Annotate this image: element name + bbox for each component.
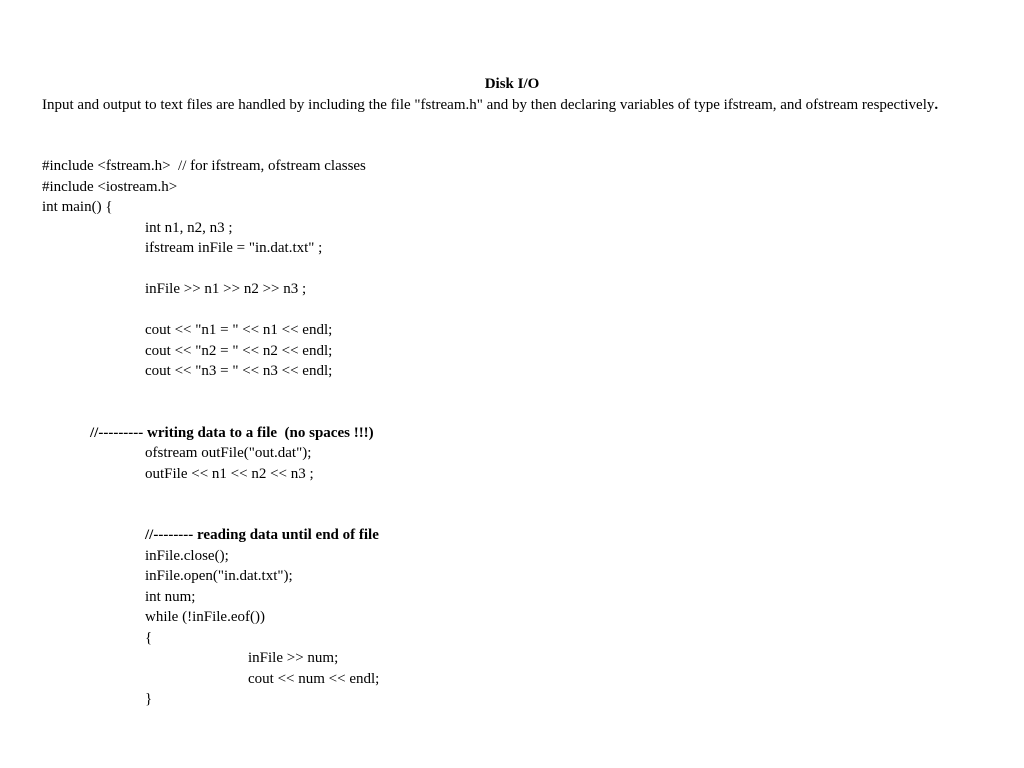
code-line-close: inFile.close(); <box>145 548 229 564</box>
code-comment-writing: //--------- writing data to a file (no spaces !!!) <box>90 425 374 441</box>
intro-text: Input and output to text files are handled by including the file "fstream.h" and by then declaring variables of type ifstream, and ofstream respectively <box>42 97 935 113</box>
code-comment-reading: //-------- reading data until end of file <box>145 527 379 543</box>
code-line-while: while (!inFile.eof()) <box>145 609 265 625</box>
code-line-cout-num: cout << num << endl; <box>248 671 380 687</box>
code-line-cout-n3: cout << "n3 = " << n3 << endl; <box>145 363 333 379</box>
code-line-cout-n2: cout << "n2 = " << n2 << endl; <box>145 343 333 359</box>
code-line-write-values: outFile << n1 << n2 << n3 ; <box>145 466 314 482</box>
document-title: Disk I/O <box>484 76 540 92</box>
code-line-declare-ints: int n1, n2, n3 ; <box>145 220 233 236</box>
code-line-read-num: inFile >> num; <box>248 650 339 666</box>
code-line-main: int main() { <box>42 199 113 215</box>
code-line-int-num: int num; <box>145 589 196 605</box>
code-line-include-iostream: #include <iostream.h> <box>42 179 178 195</box>
code-line-open: inFile.open("in.dat.txt"); <box>145 568 293 584</box>
intro-end: . <box>934 97 939 113</box>
code-line-include-fstream: #include <fstream.h> // for ifstream, ofstream classes <box>42 158 366 174</box>
code-line-ifstream: ifstream inFile = "in.dat.txt" ; <box>145 240 323 256</box>
code-line-open-brace: { <box>145 630 153 646</box>
code-line-read-values: inFile >> n1 >> n2 >> n3 ; <box>145 281 307 297</box>
intro-paragraph <box>42 95 987 116</box>
code-line-ofstream: ofstream outFile("out.dat"); <box>145 445 312 461</box>
code-line-close-brace: } <box>145 691 153 707</box>
code-line-cout-n1: cout << "n1 = " << n1 << endl; <box>145 322 333 338</box>
